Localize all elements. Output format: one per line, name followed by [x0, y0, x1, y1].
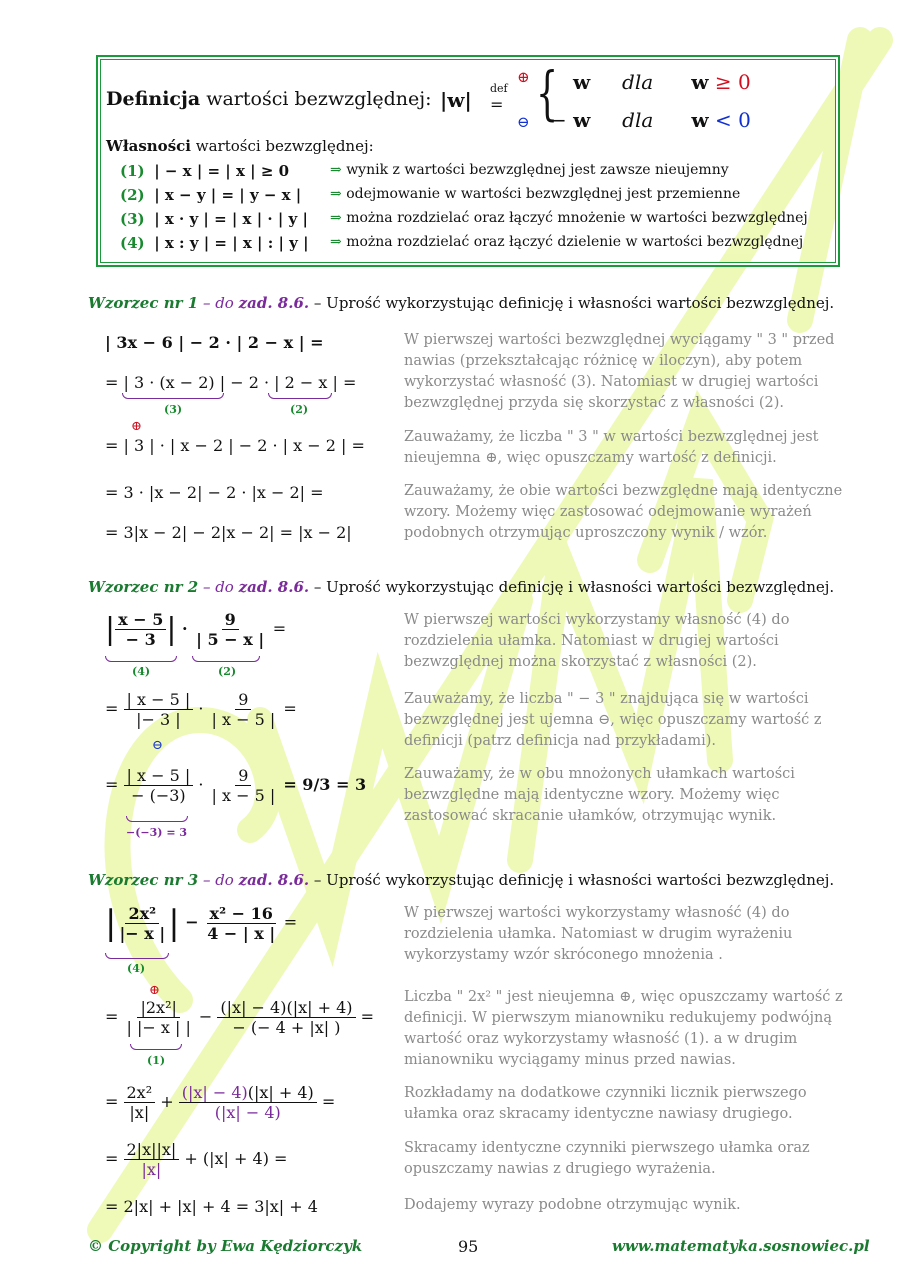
implies-icon: ⇒: [330, 234, 342, 250]
ex1-step-5: = 3|x − 2| − 2|x − 2| = |x − 2|: [105, 523, 352, 542]
plus-sign-icon: ⊕: [517, 68, 530, 86]
ex3-explanation-4: Skracamy identyczne czynniki pierwszego ułamka oraz opuszczamy nawias z drugiego wyrażenia.: [404, 1140, 810, 1177]
denominator: | |− x | |: [126, 1018, 191, 1037]
example-task: – Uprość wykorzystując definicję i własności wartości bezwzględnej.: [313, 871, 835, 889]
ex3-explanation-2: Liczba " 2x² " jest nieujemna ⊕, więc opuszczamy wartość z definicji. W pierwszym mianowniku redukujemy podwójną wartość oraz wykorzystamy własność (1). a w drugim mianowniku wyciągamy minus przed nawias.: [404, 989, 843, 1068]
implies-icon: ⇒: [330, 162, 342, 178]
properties-title-bold: Własności: [106, 137, 191, 155]
definition-title-rest: wartości bezwzględnej:: [206, 88, 432, 110]
annotation-neg-neg: −(−3) = 3: [126, 826, 188, 839]
property-num: (3): [120, 210, 145, 228]
bracket-underline: [126, 816, 188, 822]
denominator: − 3: [125, 630, 156, 649]
example-label: Wzorzec nr 1: [88, 294, 199, 312]
property-2: [120, 186, 301, 204]
definition-case-positive: w dla w ≥ 0: [573, 70, 751, 94]
example-do: – do: [202, 294, 234, 312]
property-formula: | − x | = | x | ≥ 0: [154, 162, 290, 180]
property-1-desc: [330, 162, 729, 178]
property-desc: wynik z wartości bezwzględnej jest zawsze nieujemny: [346, 162, 729, 178]
equals: =: [272, 619, 287, 638]
property-formula: | x · y | = | x | · | y |: [154, 210, 308, 228]
ex1-explanation-2: Zauważamy, że liczba " 3 " w wartości bezwzględnej jest nieujemna ⊕, więc opuszczamy wartość z definicji.: [404, 429, 819, 466]
denominator: |x|: [129, 1103, 150, 1122]
annotation-prop-1: (1): [147, 1054, 166, 1067]
result: = 9/3 = 3: [283, 775, 367, 794]
property-4-desc: [330, 234, 803, 250]
definition-title-bold: Definicja: [106, 88, 201, 110]
denominator: | x − 5 |: [211, 710, 276, 729]
bracket-underline: [130, 1044, 182, 1050]
numerator-factor: (|x| + 4): [247, 1083, 314, 1102]
property-4: [120, 234, 309, 252]
annotation-prop-2: (2): [290, 403, 309, 416]
denominator: (|x| − 4): [214, 1103, 281, 1122]
numerator: | x − 5 |: [124, 690, 194, 710]
annotation-prop-4: (4): [127, 962, 146, 975]
example-do: – do: [202, 578, 234, 596]
ex2-step-2: = $\frac{| x - 5 |}{|- 3 |}$ · $\frac{9}{| x - 5 |}$ =: [105, 690, 297, 729]
numerator: 9: [235, 690, 251, 710]
numerator: x − 5: [115, 610, 166, 630]
denominator: 4 − | x |: [207, 923, 276, 943]
property-1: [120, 162, 289, 180]
equals: =: [283, 699, 297, 718]
example-task-ref: zad. 8.6.: [238, 578, 310, 596]
step-tail: + (|x| + 4) =: [184, 1149, 288, 1168]
property-desc: można rozdzielać oraz łączyć mnożenie w wartości bezwzględnej: [346, 210, 808, 226]
property-2-desc: [330, 186, 740, 202]
property-desc: odejmowanie w wartości bezwzględnej jest przemienne: [346, 186, 741, 202]
denominator: − (−3): [131, 786, 186, 805]
ex3-explanation-3: Rozkładamy na dodatkowe czynniki licznik pierwszego ułamka oraz skracamy identyczne nawiasy drugiego.: [404, 1085, 807, 1122]
numerator: 9: [235, 766, 251, 786]
bracket-underline: [105, 953, 169, 959]
property-num: (4): [120, 234, 145, 252]
example-1-header: [88, 294, 834, 312]
ex3-step-4: = $\frac{2|x||x|}{|x|}$ + (|x| + 4) =: [105, 1140, 288, 1179]
property-num: (2): [120, 186, 145, 204]
example-2-header: [88, 578, 834, 596]
denominator: | 5 − x |: [196, 630, 265, 649]
ex2-explanation-1: W pierwszej wartości wykorzystamy własność (4) do rozdzielenia ułamka. Natomiast w drugiej wartości bezwzględnej można skorzystać z własności (2).: [404, 612, 790, 670]
bracket-underline: [192, 656, 260, 662]
ex1-step-4: = 3 · |x − 2| − 2 · |x − 2| =: [105, 483, 324, 502]
annotation-prop-3: (3): [164, 403, 183, 416]
def-label: def =: [490, 82, 508, 114]
denominator: |− x |: [119, 923, 166, 943]
plus-sign-icon: ⊕: [149, 983, 160, 998]
ex1-explanation-3: Zauważamy, że obie wartości bezwzględne mają identyczne wzory. Możemy więc zastosować odejmowanie wyrażeń podobnych otrzymując uproszczony wynik / wzór.: [404, 483, 843, 541]
example-task-ref: zad. 8.6.: [238, 294, 310, 312]
bracket-underline: [268, 393, 332, 399]
ex2-step-3: = $\frac{| x - 5 |}{- (-3)}$ · $\frac{9}{| x - 5 |}$ = 9/3 = 3: [105, 766, 367, 805]
plus-sign-icon: ⊕: [131, 419, 142, 434]
bracket-underline: [105, 656, 177, 662]
def-label-text: def: [490, 82, 508, 95]
ex3-explanation-5: Dodajemy wyrazy podobne otrzymując wynik.: [404, 1197, 741, 1213]
definition-case-negative: − w dla w < 0: [550, 108, 751, 132]
property-num: (1): [120, 162, 145, 180]
footer-page-number: 95: [458, 1237, 479, 1256]
properties-title: [106, 137, 374, 155]
ex2-explanation-2: Zauważamy, że liczba " − 3 " znajdująca się w wartości bezwzględnej jest ujemna ⊖, więc opuszczamy wartość z definicji (patrz definicja nad przykładami).: [404, 691, 822, 749]
ex3-step-5: = 2|x| + |x| + 4 = 3|x| + 4: [105, 1197, 318, 1216]
property-formula: | x − y | = | y − x |: [154, 186, 302, 204]
properties-title-rest: wartości bezwzględnej:: [195, 137, 374, 155]
example-task-ref: zad. 8.6.: [238, 871, 310, 889]
annotation-prop-2: (2): [218, 665, 237, 678]
ex3-step-3: = $\frac{\text{2x²}}{|x|}$ + $\frac{(|x| - 4)(|x| + 4)}{(|x| - 4)}$ =: [105, 1083, 336, 1122]
denominator: |− 3 |: [136, 710, 181, 729]
minus-sign-icon: ⊖: [517, 113, 530, 131]
numerator: x² − 16: [207, 904, 276, 924]
ex3-step-2: = $\frac{\text{|2x²|}}{| |- x | |}$ − $\frac{(|x| - 4)(|x| + 4)}{- (- 4 + |x| )}$ =: [105, 998, 375, 1037]
implies-icon: ⇒: [330, 186, 342, 202]
example-label: Wzorzec nr 3: [88, 871, 199, 889]
definition-lhs: |w|: [440, 88, 472, 112]
example-task: – Uprość wykorzystując definicję i własności wartości bezwzględnej.: [313, 294, 835, 312]
property-desc: można rozdzielać oraz łączyć dzielenie w wartości bezwzględnej: [346, 234, 804, 250]
denominator: |x|: [141, 1160, 162, 1179]
ex1-explanation-1: W pierwszej wartości bezwzględnej wyciągamy " 3 " przed nawias (przekształcając różnicę w iloczyn), aby potem wykorzystać własność (3). Natomiast w drugiej wartości bezwzględnej przyda się skorzystać z własności (2).: [404, 332, 835, 411]
minus-sign-icon: ⊖: [152, 738, 163, 753]
example-label: Wzorzec nr 2: [88, 578, 199, 596]
numerator: |2x²|: [137, 998, 179, 1018]
ex1-step-1: | 3x − 6 | − 2 · | 2 − x | =: [105, 333, 324, 352]
numerator: 2|x||x|: [124, 1140, 180, 1160]
numerator: (|x| − 4)(|x| + 4): [217, 998, 355, 1018]
ex2-step-1: | $\frac{x - 5}{- 3}$ | · $\frac{9}{| 5 - x |}$ =: [105, 610, 287, 649]
numerator: | x − 5 |: [124, 766, 194, 786]
footer-website-link[interactable]: www.matematyka.sosnowiec.pl: [612, 1237, 870, 1255]
curly-brace: {: [536, 59, 559, 127]
annotation-prop-4: (4): [132, 665, 151, 678]
ex1-step-3: = | 3 | · | x − 2 | − 2 · | x − 2 | =: [105, 436, 365, 455]
cancel-factor: (|x| − 4): [181, 1083, 248, 1102]
ex3-step-1: | $\frac{\text{2x²}}{|- x |}$ | − $\frac{\text{x² − 16}}{4 - | x |}$ =: [105, 903, 298, 943]
denominator: − (− 4 + |x| ): [232, 1018, 341, 1037]
bracket-underline: [122, 393, 224, 399]
numerator: 2x²: [124, 1083, 156, 1103]
footer-copyright: © Copyright by Ewa Kędziorczyk: [88, 1237, 363, 1255]
numerator: 9: [222, 610, 239, 630]
implies-icon: ⇒: [330, 210, 342, 226]
definition-title: [106, 88, 432, 110]
ex3-explanation-1: W pierwszej wartości wykorzystamy własność (4) do rozdzielenia ułamka. Natomiast w drugim wyrażeniu wykorzystamy wzór skróconego mnożenia .: [404, 905, 793, 963]
denominator: | x − 5 |: [211, 786, 276, 805]
example-task: – Uprość wykorzystując definicję i własności wartości bezwzględnej.: [313, 578, 835, 596]
ex2-explanation-3: Zauważamy, że w obu mnożonych ułamkach wartości bezwzględne mają identyczne wzory. Możemy więc zastosować skracanie ułamków, otrzymując wynik.: [404, 766, 795, 824]
example-3-header: [88, 871, 834, 889]
property-3-desc: [330, 210, 808, 226]
property-3: [120, 210, 308, 228]
numerator: 2x²: [125, 904, 159, 924]
ex1-step-2: = | 3 · (x − 2) | − 2 · | 2 − x | =: [105, 373, 357, 392]
property-formula: | x : y | = | x | : | y |: [154, 234, 309, 252]
example-do: – do: [202, 871, 234, 889]
